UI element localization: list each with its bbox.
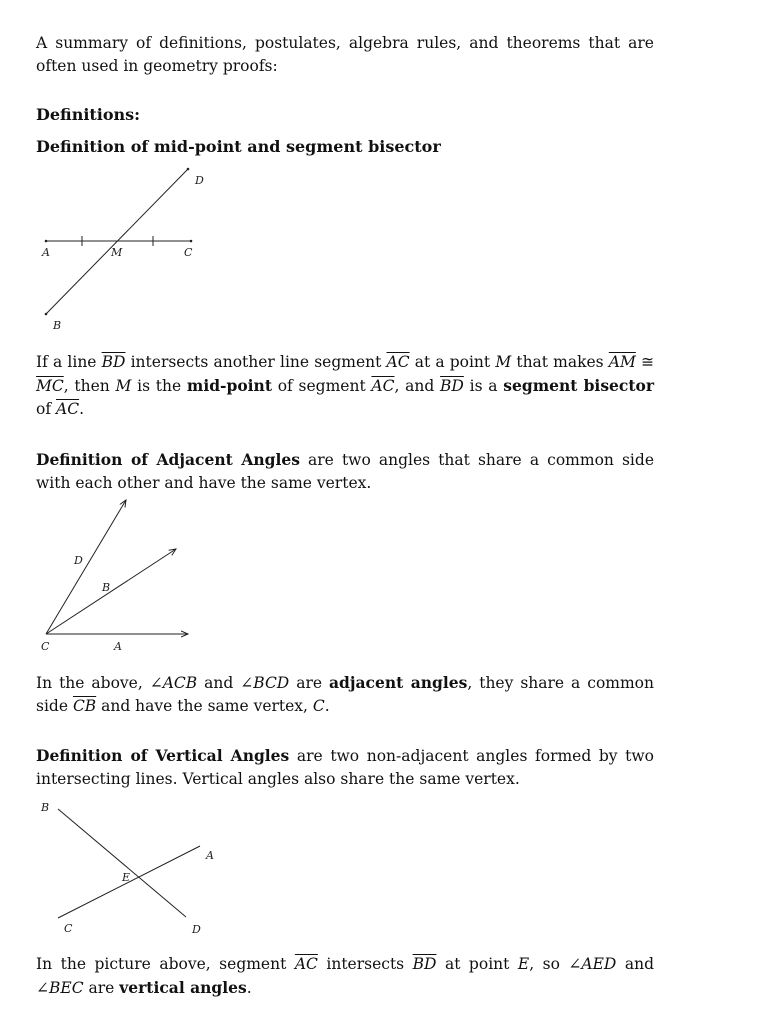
label-a: A: [206, 849, 214, 862]
adjacent-angles-diagram: [36, 495, 216, 660]
midpoint-diagram: [36, 160, 216, 340]
label-d: D: [74, 554, 83, 567]
vertical-paragraph: In the picture above, segment $\overline{AC}$ intersects $\overline{BD}$ at point E, so ∠AED and ∠BEC are vertical angles.: [36, 955, 654, 997]
vertical-definition: Definition of Vertical Angles are two non-adjacent angles formed by two intersecting lines. Vertical angles also share the same vertex.: [36, 746, 654, 788]
label-a: A: [114, 640, 122, 653]
label-a: A: [42, 246, 50, 259]
adjacent-definition: Definition of Adjacent Angles are two angles that share a common side with each other and have the same vertex.: [36, 450, 654, 492]
label-e: E: [122, 871, 131, 884]
label-c: C: [184, 246, 193, 259]
adjacent-paragraph: In the above, ∠ACB and ∠BCD are adjacent angles, they share a common side $\overline{CB}$ and have the same vertex, C.: [36, 673, 654, 715]
label-b: B: [41, 801, 50, 814]
label-d: D: [195, 174, 204, 187]
label-d: D: [192, 923, 201, 936]
label-c: C: [41, 640, 50, 653]
vertical-angles-diagram: [36, 795, 236, 940]
label-b: B: [53, 319, 62, 332]
midpoint-heading: Definition of mid-point and segment bisector: [36, 137, 441, 156]
label-c: C: [64, 922, 73, 935]
definitions-heading: Definitions:: [36, 105, 141, 124]
midpoint-paragraph: If a line $\overline{BD}$ intersects another line segment $\overline{AC}$ at a point M that makes $\overline{AM}$ ≅ $\overline{MC}$, then M is the mid-point of segment $\overline{AC}$, and $\overline{BD}$ is a segment bisector of $\overline{AC}$.: [36, 353, 655, 418]
intro-paragraph: A summary of definitions, postulates, algebra rules, and theorems that are often used in geometry proofs:: [36, 34, 654, 75]
label-m: M: [111, 246, 123, 259]
label-b: B: [102, 581, 111, 594]
